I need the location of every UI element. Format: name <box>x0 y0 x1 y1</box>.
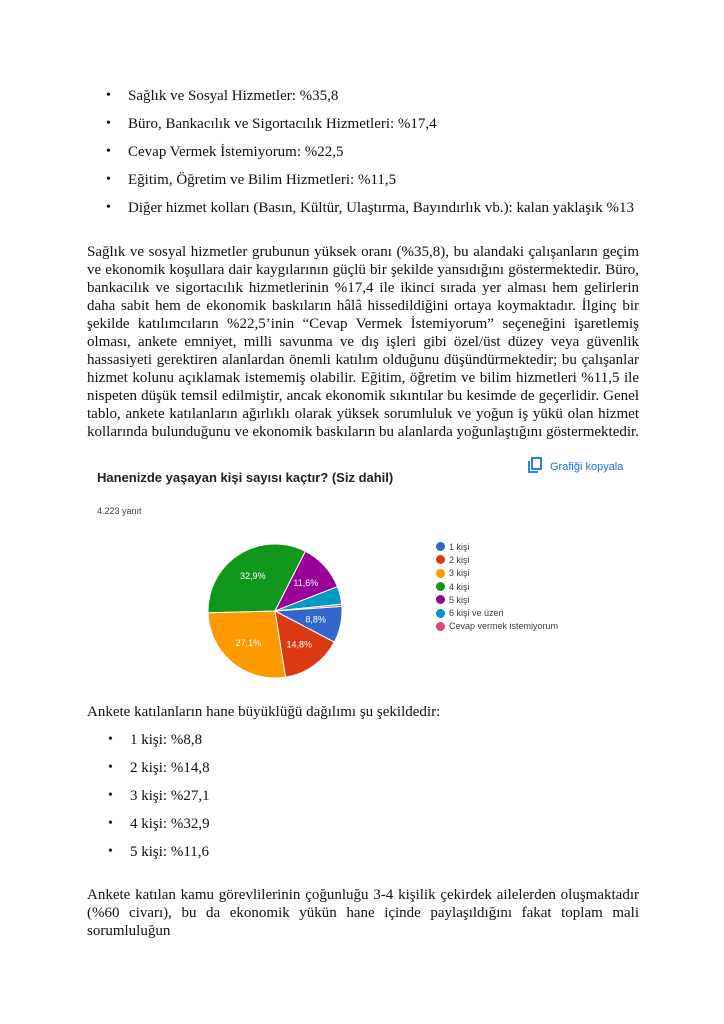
paragraph-household-analysis: Ankete katılan kamu görevlilerinin çoğunluğu 3-4 kişilik çekirdek ailelerden oluşmaktadır (%60 civarı), bu da ekonomik yükün hane içinde paylaşıldığını fakat toplam mali sorumluluğun <box>87 887 639 939</box>
list-item: • Cevap Vermek İstemiyorum: %22,5 <box>106 142 634 170</box>
legend-dot-icon <box>436 569 445 578</box>
response-count: 4.223 yanıt <box>97 506 142 516</box>
legend-dot-icon <box>436 542 445 551</box>
copy-chart-button[interactable] <box>528 457 623 476</box>
legend-item <box>436 580 558 593</box>
list-item: • 3 kişi: %27,1 <box>108 786 210 814</box>
sector-list <box>106 86 634 226</box>
legend-label: 3 kişi <box>449 568 470 579</box>
paragraph-household-intro: Ankete katılanların hane büyüklüğü dağılımı şu şekildedir: <box>87 704 441 720</box>
legend-item <box>436 606 558 619</box>
legend-dot-icon <box>436 609 445 618</box>
legend-label: 5 kişi <box>449 594 470 605</box>
pie-slice-label: 32,9% <box>240 570 266 581</box>
list-item: • 4 kişi: %32,9 <box>108 814 210 842</box>
chart-title: Hanenizde yaşayan kişi sayısı kaçtır? (Siz dahil) <box>97 470 394 485</box>
legend-label: 1 kişi <box>449 541 470 552</box>
chart-legend <box>436 540 558 633</box>
legend-label: 2 kişi <box>449 554 470 565</box>
list-item: • Eğitim, Öğretim ve Bilim Hizmetleri: %11,5 <box>106 170 634 198</box>
household-pie-chart-card <box>84 448 644 688</box>
legend-dot-icon <box>436 555 445 564</box>
pie-slice-label: 27,1% <box>235 637 262 648</box>
copy-icon <box>528 457 542 476</box>
list-item: • 1 kişi: %8,8 <box>108 730 210 758</box>
pie-chart <box>202 538 348 684</box>
list-item: • 5 kişi: %11,6 <box>108 842 210 870</box>
legend-dot-icon <box>436 595 445 604</box>
legend-dot-icon <box>436 582 445 591</box>
pie-slice-label: 11,6% <box>293 578 319 589</box>
legend-label: 4 kişi <box>449 581 470 592</box>
pie-slice-label: 8,8% <box>305 614 326 625</box>
legend-item <box>436 553 558 566</box>
legend-label: Cevap vermek istemiyorum <box>449 621 559 632</box>
copy-chart-label: Grafiği kopyala <box>550 460 624 473</box>
list-item: • 2 kişi: %14,8 <box>108 758 210 786</box>
list-item: • Büro, Bankacılık ve Sigortacılık Hizmetleri: %17,4 <box>106 114 634 142</box>
pie-slice-label: 14,8% <box>286 639 312 650</box>
legend-label: 6 kişi ve üzeri <box>449 608 504 619</box>
legend-item <box>436 620 558 633</box>
legend-item <box>436 593 558 606</box>
list-item: • Sağlık ve Sosyal Hizmetler: %35,8 <box>106 86 634 114</box>
legend-item <box>436 567 558 580</box>
legend-item <box>436 540 558 553</box>
list-item: • Diğer hizmet kolları (Basın, Kültür, Ulaştırma, Bayındırlık vb.): kalan yaklaşık %13 <box>106 198 634 226</box>
household-list <box>108 730 210 870</box>
paragraph-sector-analysis: Sağlık ve sosyal hizmetler grubunun yüksek oranı (%35,8), bu alandaki çalışanların geçim ve ekonomik koşullara dair kaygılarının güçlü bir şekilde yansıdığını göstermektedir. Büro, bankacılık ve sigortacılık hizmetlerinin %17,4 ile ikinci sırada yer alması hem gelirlerin daha sabit hem de ekonomik baskıların hâlâ hissedildiğini ortaya koymaktadır. İlginç bir şekilde katılımcıların %22,5’inin “Cevap Vermek İstemiyorum” seçeneğini işaretlemiş olması, ankete emniyet, milli savunma ve dış işleri gibi özel/üst düzey veya güvenlik hassasiyeti gerektiren alanlardan önemli katılım olduğunu düşündürmektedir; bu çalışanlar hizmet kolunu açıklamak istememiş olabilir. Eğitim, öğretim ve bilim hizmetleri %11,5 ile nispeten düşük temsil edilmiştir, ancak ekonomik sıkıntılar bu kesimde de geçerlidir. Genel tablo, ankete katılanların ağırlıklı olarak yüksek sorumluluk ve yoğun iş yükü olan hizmet kollarında bulunduğunu ve ekonomik baskıların bu alanlarda yoğunlaştığını göstermektedir. <box>87 244 639 440</box>
legend-dot-icon <box>436 622 445 631</box>
